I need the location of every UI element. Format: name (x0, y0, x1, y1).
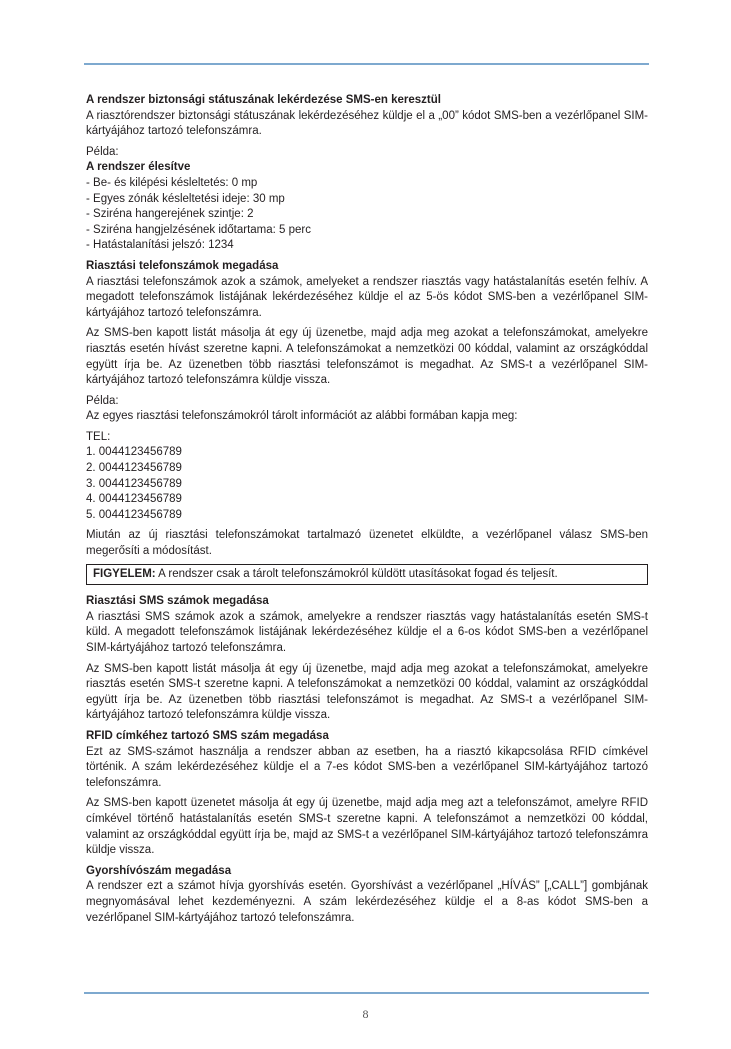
alarm-phones-text-3: Miután az új riasztási telefonszámokat tartalmazó üzenetet elküldte, a vezérlőpanel válasz SMS-ben megerősíti a módosítást. (86, 529, 648, 558)
rfid-heading: RFID címkéhez tartozó SMS szám megadása (86, 729, 329, 742)
warning-notice-text: A rendszer csak a tárolt telefonszámokról küldött utasításokat fogad és teljesít. (155, 567, 558, 580)
status-example-line: - Hatástalanítási jelszó: 1234 (86, 239, 234, 252)
speed-dial-text-1: A rendszer ezt a számot hívja gyorshívás esetén. Gyorshívást a vezérlőpanel „HÍVÁS” [„CALL”] gombjának megnyomásával lehet kezdeményezni. A szám lekérdezéséhez küldje el a 8-as kódot SMS-ben a vezérlőpanel SIM-kártyájához tartozó telefonszámra. (86, 880, 648, 924)
status-text: A riasztórendszer biztonsági státuszának lekérdezéséhez küldje el a „00” kódot SMS-ben a vezérlőpanel SIM-kártyájához tartozó telefonszámra. (86, 109, 648, 138)
tel-list-label: TEL: (86, 430, 111, 443)
status-example-label: Példa: (86, 145, 119, 158)
document-body (86, 93, 648, 926)
status-example-line: - Egyes zónák késleltetési ideje: 30 mp (86, 192, 285, 205)
warning-notice (86, 564, 648, 586)
speed-dial-heading: Gyorshívószám megadása (86, 864, 232, 877)
alarm-phones-text-1: A riasztási telefonszámok azok a számok, amelyeket a rendszer riasztás vagy hatástalanítás esetén felhív. A megadott telefonszámok listájának lekérdezéséhez küldje el az 5-ös kódot SMS-ben a vezérlőpanel SIM-kártyájához tartozó telefonszámra. (86, 275, 648, 319)
rfid-text-1: Ezt az SMS-számot használja a rendszer abban az esetben, ha a riasztó kikapcsolása RFID címkével történik. A szám lekérdezéséhez küldje el a 7-es kódot SMS-ben a vezérlőpanel SIM-kártyájához tartozó telefonszámra. (86, 745, 648, 789)
top-divider (84, 63, 649, 65)
status-example-line: - Be- és kilépési késleltetés: 0 mp (86, 176, 258, 189)
alarm-phones-text-2: Az SMS-ben kapott listát másolja át egy új üzenetbe, majd adja meg azokat a telefonszámokat, amelyekre riasztás esetén hívást szeretne kapni. A telefonszámokat a nemzetközi 00 kóddal, valamint az országkóddal együtt írja be. Az üzenetben több riasztási telefonszámot is megadhat. Az SMS-t a vezérlőpanel SIM-kártyájához tartozó telefonszámra küldje vissza. (86, 327, 648, 387)
alarm-phones-example-label: Példa: (86, 394, 119, 407)
bottom-divider (84, 992, 649, 994)
alarm-sms-text-2: Az SMS-ben kapott listát másolja át egy új üzenetbe, majd adja meg azokat a telefonszámokat, amelyekre riasztás esetén SMS-t szeretne kapni. A telefonszámokat a nemzetközi 00 kóddal, valamint az országkóddal együtt írja be. Az üzenetben több riasztási telefonszámot is megadhat. Az SMS-t a vezérlőpanel SIM-kártyájához tartozó telefonszámra küldje vissza. (86, 662, 648, 722)
warning-notice-label: FIGYELEM: (93, 567, 156, 580)
tel-list-item: 2. 0044123456789 (86, 462, 182, 475)
alarm-sms-heading: Riasztási SMS számok megadása (86, 595, 269, 608)
status-heading: A rendszer biztonsági státuszának lekérdezése SMS-en keresztül (86, 94, 441, 106)
alarm-phones-example-text: Az egyes riasztási telefonszámokról tárolt információt az alábbi formában kapja meg: (86, 410, 518, 423)
tel-list-item: 1. 0044123456789 (86, 446, 182, 459)
tel-list-item: 4. 0044123456789 (86, 493, 182, 506)
status-example-line: - Sziréna hangerejének szintje: 2 (86, 208, 254, 221)
tel-list-item: 5. 0044123456789 (86, 508, 182, 521)
rfid-text-2: Az SMS-ben kapott üzenetet másolja át egy új üzenetbe, majd adja meg azt a telefonszámot, amelyre RFID címkével történő hatástalanítás esetén SMS-t szeretne kapni. A telefonszámot a nemzetközi 00 kóddal, valamint az országkóddal együtt írja be, majd az SMS-t a vezérlőpanel SIM-kártyájához tartozó telefonszámra küldje vissza. (86, 797, 648, 857)
alarm-sms-text-1: A riasztási SMS számok azok a számok, amelyekre a rendszer riasztás vagy hatástalanítás esetén SMS-t küld. A megadott telefonszámok listájának lekérdezéséhez küldje el a 6-os kódot SMS-ben a vezérlőpanel SIM-kártyájához tartozó telefonszámra. (86, 610, 648, 654)
status-example-heading: A rendszer élesítve (86, 161, 191, 174)
tel-list-item: 3. 0044123456789 (86, 477, 182, 490)
alarm-phones-heading: Riasztási telefonszámok megadása (86, 259, 279, 272)
page-number: 8 (362, 1007, 369, 1021)
status-example-line: - Sziréna hangjelzésének időtartama: 5 perc (86, 223, 312, 236)
